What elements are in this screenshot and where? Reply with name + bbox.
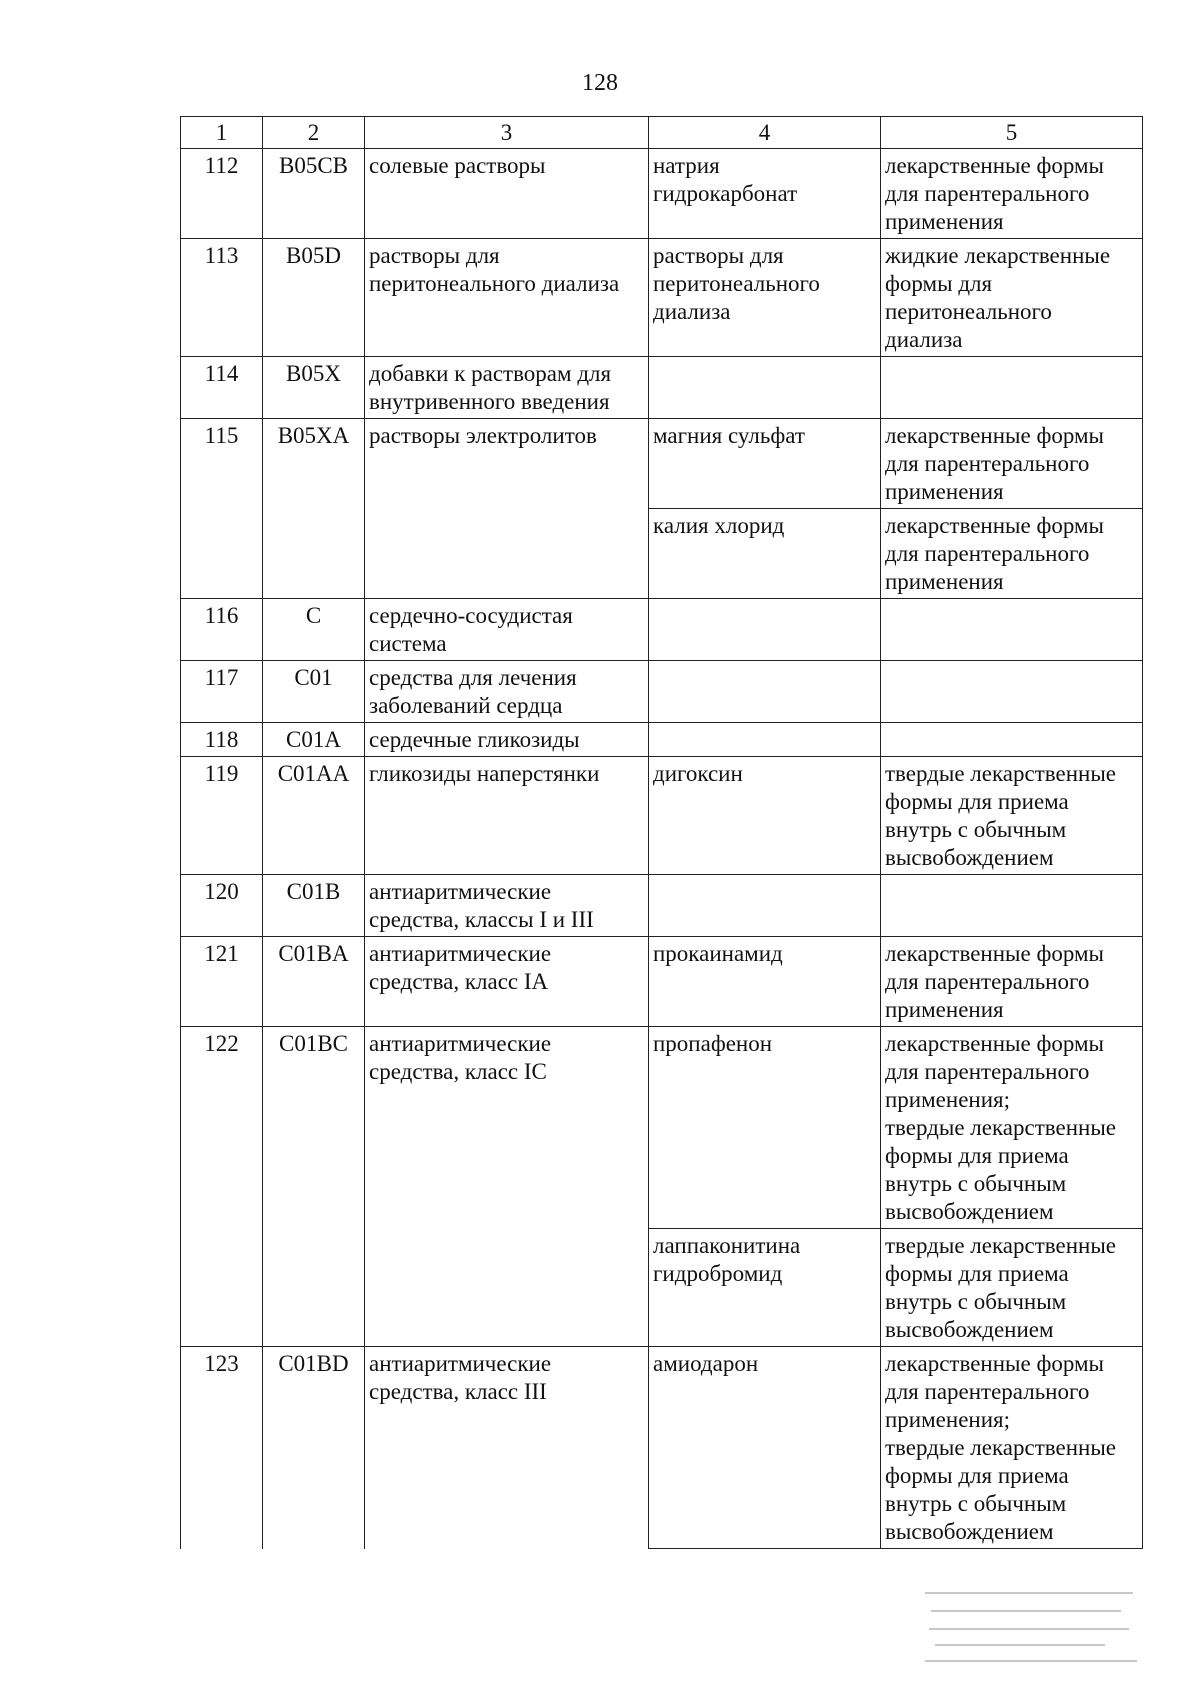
drug-table-container — [180, 116, 1143, 1549]
atc-group-cell: антиаритмические средства, класс III — [365, 1347, 649, 1549]
row-number-cell: 114 — [181, 357, 263, 419]
row-number-cell: 116 — [181, 599, 263, 661]
column-number-row — [181, 117, 1143, 149]
atc-group-cell: антиаритмические средства, класс IC — [365, 1027, 649, 1347]
column-number: 4 — [649, 117, 881, 149]
table-row — [181, 1347, 1143, 1549]
dosage-form-cell: лекарственные формы для парентерального применения — [881, 149, 1143, 239]
drug-name-cell — [649, 723, 881, 757]
dosage-form-cell — [881, 875, 1143, 937]
drug-name-cell — [649, 875, 881, 937]
drug-name-cell: прокаинамид — [649, 937, 881, 1027]
atc-code-cell: C01A — [263, 723, 365, 757]
atc-code-cell: C01BC — [263, 1027, 365, 1347]
row-number-cell: 113 — [181, 239, 263, 357]
atc-code-cell: C01B — [263, 875, 365, 937]
dosage-form-cell: лекарственные формы для парентерального применения — [881, 419, 1143, 509]
drug-list-table — [180, 116, 1143, 1549]
table-row — [181, 419, 1143, 509]
dosage-form-cell — [881, 357, 1143, 419]
atc-code-cell: B05X — [263, 357, 365, 419]
dosage-form-cell — [881, 599, 1143, 661]
atc-code-cell: B05D — [263, 239, 365, 357]
atc-code-cell: C — [263, 599, 365, 661]
table-row — [181, 599, 1143, 661]
atc-group-cell: сердечно-сосудистая система — [365, 599, 649, 661]
row-number-cell: 117 — [181, 661, 263, 723]
column-number: 2 — [263, 117, 365, 149]
atc-group-cell: растворы для перитонеального диализа — [365, 239, 649, 357]
atc-code-cell: C01 — [263, 661, 365, 723]
drug-name-cell — [649, 661, 881, 723]
atc-group-cell: солевые растворы — [365, 149, 649, 239]
page-number: 128 — [582, 70, 618, 96]
dosage-form-cell: лекарственные формы для парентерального применения — [881, 509, 1143, 599]
atc-group-cell: растворы электролитов — [365, 419, 649, 599]
dosage-form-cell — [881, 661, 1143, 723]
dosage-form-cell: лекарственные формы для парентерального применения; твердые лекарственные формы для приема внутрь с обычным высвобождением — [881, 1027, 1143, 1229]
column-number: 5 — [881, 117, 1143, 149]
drug-name-cell: амиодарон — [649, 1347, 881, 1549]
drug-name-cell — [649, 599, 881, 661]
table-row — [181, 357, 1143, 419]
atc-code-cell: B05XA — [263, 419, 365, 599]
atc-group-cell: добавки к растворам для внутривенного введения — [365, 357, 649, 419]
drug-name-cell: натрия гидрокарбонат — [649, 149, 881, 239]
atc-code-cell: C01AA — [263, 757, 365, 875]
table-row — [181, 149, 1143, 239]
column-number: 1 — [181, 117, 263, 149]
row-number-cell: 120 — [181, 875, 263, 937]
drug-name-cell: калия хлорид — [649, 509, 881, 599]
table-row — [181, 937, 1143, 1027]
dosage-form-cell: твердые лекарственные формы для приема внутрь с обычным высвобождением — [881, 757, 1143, 875]
atc-code-cell: B05CB — [263, 149, 365, 239]
table-row — [181, 757, 1143, 875]
dosage-form-cell — [881, 723, 1143, 757]
drug-name-cell: магния сульфат — [649, 419, 881, 509]
drug-name-cell — [649, 357, 881, 419]
atc-code-cell: C01BD — [263, 1347, 365, 1549]
atc-group-cell: средства для лечения заболеваний сердца — [365, 661, 649, 723]
row-number-cell: 119 — [181, 757, 263, 875]
table-row — [181, 723, 1143, 757]
row-number-cell: 122 — [181, 1027, 263, 1347]
row-number-cell: 118 — [181, 723, 263, 757]
atc-group-cell: сердечные гликозиды — [365, 723, 649, 757]
faint-stamp — [925, 1588, 1143, 1666]
drug-name-cell: растворы для перитонеального диализа — [649, 239, 881, 357]
dosage-form-cell: жидкие лекарственные формы для перитонеального диализа — [881, 239, 1143, 357]
dosage-form-cell: твердые лекарственные формы для приема внутрь с обычным высвобождением — [881, 1229, 1143, 1347]
table-row — [181, 1027, 1143, 1229]
atc-code-cell: C01BA — [263, 937, 365, 1027]
row-number-cell: 115 — [181, 419, 263, 599]
row-number-cell: 121 — [181, 937, 263, 1027]
column-number: 3 — [365, 117, 649, 149]
row-number-cell: 123 — [181, 1347, 263, 1549]
table-row — [181, 239, 1143, 357]
table-row — [181, 875, 1143, 937]
table-row — [181, 661, 1143, 723]
drug-name-cell: лаппаконитина гидробромид — [649, 1229, 881, 1347]
drug-name-cell: дигоксин — [649, 757, 881, 875]
row-number-cell: 112 — [181, 149, 263, 239]
dosage-form-cell: лекарственные формы для парентерального применения — [881, 937, 1143, 1027]
atc-group-cell: антиаритмические средства, классы I и III — [365, 875, 649, 937]
atc-group-cell: антиаритмические средства, класс IA — [365, 937, 649, 1027]
atc-group-cell: гликозиды наперстянки — [365, 757, 649, 875]
dosage-form-cell: лекарственные формы для парентерального применения; твердые лекарственные формы для приема внутрь с обычным высвобождением — [881, 1347, 1143, 1549]
drug-name-cell: пропафенон — [649, 1027, 881, 1229]
